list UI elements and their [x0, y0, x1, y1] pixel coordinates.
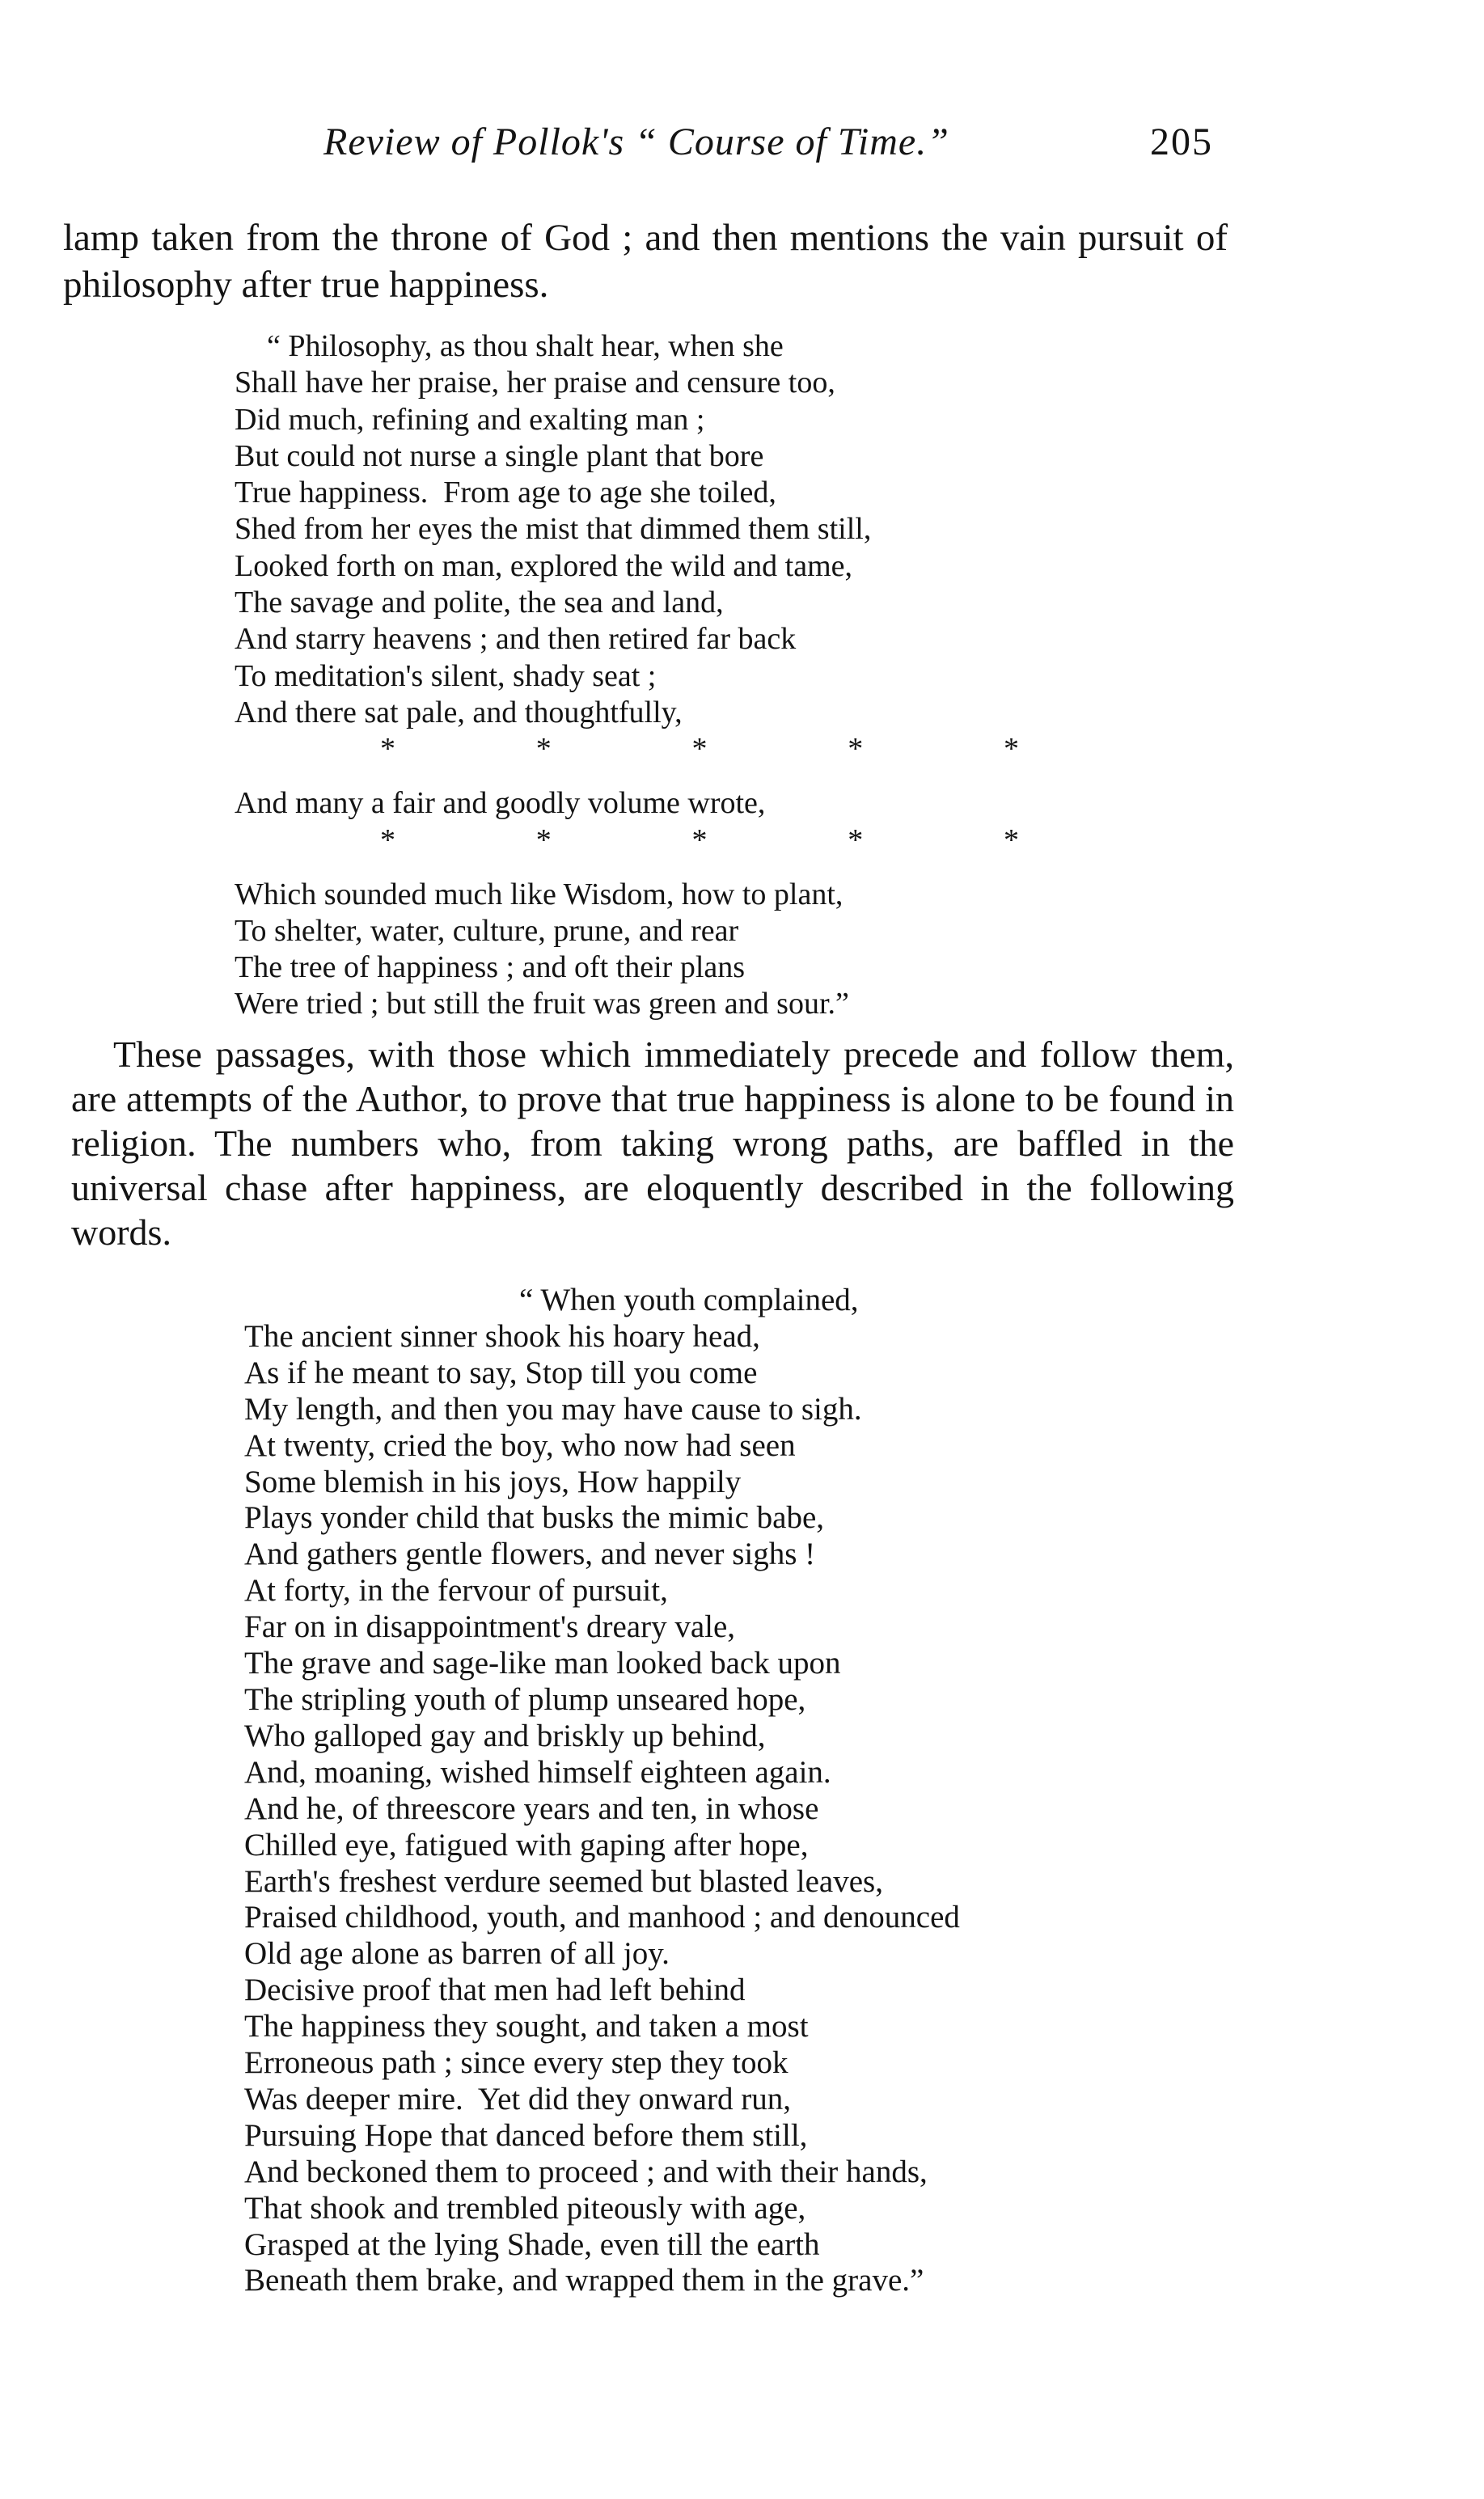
poem-line: To shelter, water, culture, prune, and rear [235, 913, 739, 948]
poem-line: Erroneous path ; since every step they took [244, 2045, 789, 2081]
poem-line: The ancient sinner shook his hoary head, [244, 1318, 760, 1354]
poem-line: And starry heavens ; and then retired far back [235, 622, 797, 657]
poem-line: Shed from her eyes the mist that dimmed them still, [235, 512, 872, 547]
poem-line: The stripling youth of plump unseared hope, [244, 1681, 806, 1717]
poem-line: “ When youth complained, [519, 1283, 859, 1317]
poem-line: Looked forth on man, explored the wild and tame, [235, 548, 853, 583]
poem-line: And there sat pale, and thoughtfully, [235, 695, 683, 729]
poem-line: To meditation's silent, shady seat ; [235, 658, 657, 693]
poem-line: Were tried ; but still the fruit was green and sour.” [235, 987, 849, 1021]
poem-line: But could not nurse a single plant that bore [235, 438, 764, 473]
star: * [848, 732, 864, 767]
poem-line: Grasped at the lying Shade, even till the earth [244, 2226, 820, 2262]
ellipsis-stars [380, 731, 1019, 767]
poem-line: At twenty, cried the boy, who now had seen [244, 1427, 796, 1463]
ellipsis-stars [380, 822, 1019, 859]
intro-paragraph [63, 214, 1228, 308]
poem-line: True happiness. From age to age she toiled, [235, 476, 776, 510]
poem-line: The happiness they sought, and taken a most [244, 2009, 809, 2044]
poem-line: And many a fair and goodly volume wrote, [235, 786, 766, 821]
star: * [1004, 822, 1019, 857]
poem-philosophy [235, 328, 1019, 1023]
star: * [380, 822, 395, 857]
poem-line: Far on in disappointment's dreary vale, [244, 1609, 736, 1645]
poem-line: Who galloped gay and briskly up behind, [244, 1718, 766, 1753]
poem-line: The savage and polite, the sea and land, [235, 586, 724, 620]
poem-line: Earth's freshest verdure seemed but blasted leaves, [244, 1863, 883, 1899]
star: * [691, 732, 708, 767]
poem-line: And beckoned them to proceed ; and with their hands, [244, 2154, 928, 2189]
poem-line: And gathers gentle flowers, and never sighs ! [244, 1537, 816, 1572]
poem-youth-and-age [244, 1283, 960, 2299]
page-header [0, 120, 1484, 176]
body-paragraph [71, 1032, 1234, 1254]
star: * [691, 822, 708, 857]
poem-line: Some blemish in his joys, How happily [244, 1464, 742, 1499]
intro-text: lamp taken from the throne of God ; and then mentions the vain pursuit of philosophy after true happiness. [63, 217, 1228, 306]
poem-line: Which sounded much like Wisdom, how to plant, [235, 877, 843, 911]
poem-line: Old age alone as barren of all joy. [244, 1936, 670, 1972]
poem-line: Chilled eye, fatigued with gaping after hope, [244, 1827, 809, 1863]
stanza-gap [235, 859, 1019, 877]
poem-line: As if he meant to say, Stop till you come [244, 1355, 758, 1390]
poem-line: Was deeper mire. Yet did they onward run, [244, 2081, 791, 2116]
stanza-gap [235, 767, 1019, 785]
poem-line: That shook and trembled piteously with age, [244, 2190, 806, 2226]
poem-line: Shall have her praise, her praise and censure too, [235, 366, 835, 400]
body-text: These passages, with those which immediately precede and follow them, are attempts of the Author, to prove that true happiness is alone to be found in religion. The numbers who, from taking wrong paths, are baffled in the universal chase after happiness, are eloquently described in the following words. [71, 1034, 1234, 1253]
poem-line: “ Philosophy, as thou shalt hear, when she [267, 329, 784, 363]
poem-line: Praised childhood, youth, and manhood ; and denounced [244, 1900, 960, 1935]
star: * [848, 822, 864, 857]
poem-line: Did much, refining and exalting man ; [235, 402, 705, 437]
star: * [1004, 732, 1019, 767]
poem-line: And, moaning, wished himself eighteen again. [244, 1754, 831, 1790]
poem-line: The grave and sage-like man looked back upon [244, 1646, 841, 1681]
star: * [380, 732, 395, 767]
star: * [535, 732, 552, 767]
poem-line: My length, and then you may have cause to sigh. [244, 1391, 862, 1427]
poem-line: Beneath them brake, and wrapped them in the grave.” [244, 2263, 924, 2298]
poem-line: The tree of happiness ; and oft their plans [235, 950, 746, 985]
star: * [535, 822, 552, 857]
poem-line: At forty, in the fervour of pursuit, [244, 1573, 668, 1609]
poem-line: Decisive proof that men had left behind [244, 1973, 746, 2008]
page-number: 205 [1150, 121, 1213, 163]
poem-line: Pursuing Hope that danced before them still, [244, 2117, 808, 2153]
poem-line: Plays yonder child that busks the mimic babe, [244, 1500, 825, 1536]
running-title: Review of Pollok's “ Course of Time.” [323, 121, 949, 163]
poem-line: And he, of threescore years and ten, in whose [244, 1791, 819, 1826]
